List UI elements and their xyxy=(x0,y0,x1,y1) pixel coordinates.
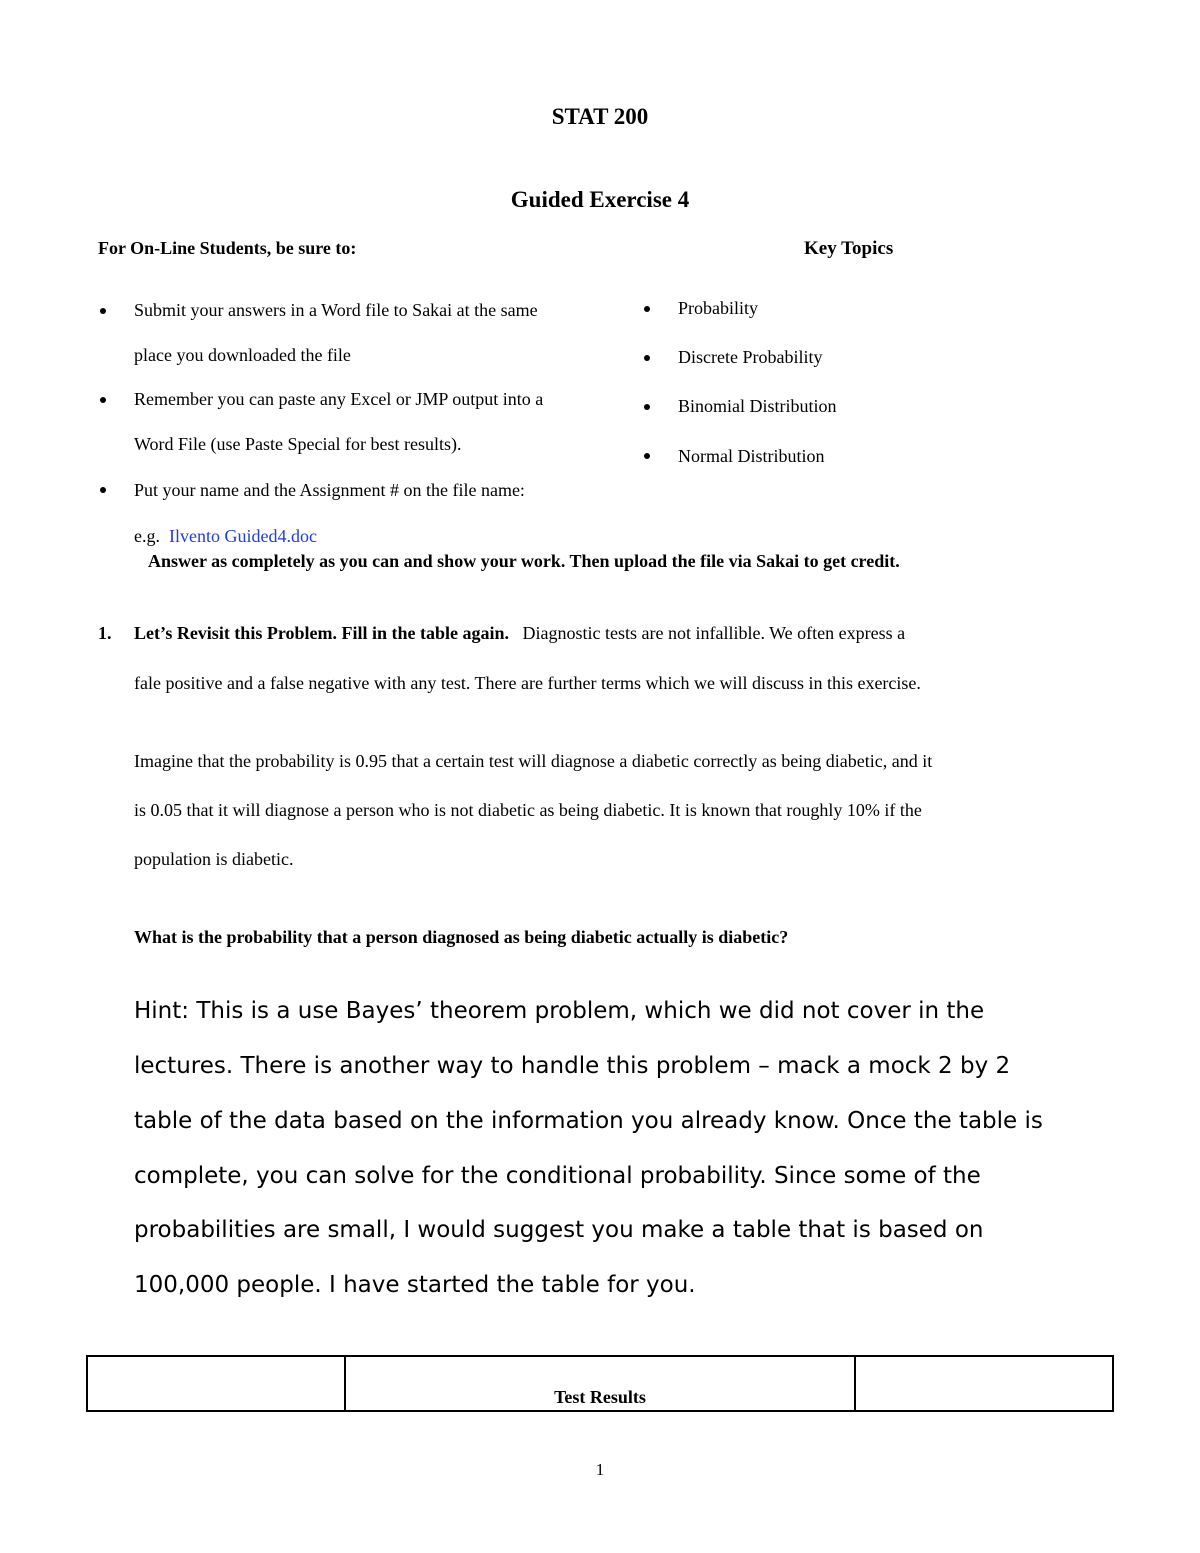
topic-item: Probability xyxy=(678,298,758,318)
online-bullet-1-line1: Submit your answers in a Word file to Sakai at the same xyxy=(134,300,538,320)
example-prefix: e.g. xyxy=(134,526,160,546)
bullet-dot-icon xyxy=(100,487,106,493)
question1-paragraph2-line1: Imagine that the probability is 0.95 that a certain test will diagnose a diabetic correctly as being diabetic, and it xyxy=(134,751,933,771)
topic-item: Normal Distribution xyxy=(678,446,825,466)
online-heading: For On-Line Students, be sure to: xyxy=(98,238,357,258)
page-number: 1 xyxy=(595,1460,605,1479)
table-row xyxy=(87,1356,1113,1411)
question1-paragraph2-line2: is 0.05 that it will diagnose a person who is not diabetic as being diabetic. It is known that roughly 10% if the xyxy=(134,800,922,820)
question1-paragraph1-line1 xyxy=(134,623,905,644)
instruction-text: Answer as completely as you can and show your work. Then upload the file via Sakai to get credit. xyxy=(148,551,900,571)
topic-item: Discrete Probability xyxy=(678,347,823,367)
bullet-dot-icon xyxy=(644,306,650,312)
course-title: STAT 200 xyxy=(551,104,649,129)
table-cell-empty xyxy=(87,1356,345,1411)
question1-paragraph1-line2: fale positive and a false negative with any test. There are further terms which we will discuss in this exercise. xyxy=(134,673,921,693)
question-number: 1. xyxy=(98,623,112,643)
question1-lead: Let’s Revisit this Problem. Fill in the table again. xyxy=(134,623,509,643)
bullet-dot-icon xyxy=(100,308,106,314)
hint-line: complete, you can solve for the conditional probability. Since some of the xyxy=(134,1163,981,1189)
table-cell-empty xyxy=(855,1356,1113,1411)
bullet-dot-icon xyxy=(644,453,650,459)
topic-item: Binomial Distribution xyxy=(678,396,837,416)
example-filename-link[interactable]: Ilvento Guided4.doc xyxy=(169,526,317,546)
online-bullet-2-line2: Word File (use Paste Special for best results). xyxy=(134,434,462,454)
question1-paragraph2-line3: population is diabetic. xyxy=(134,849,294,869)
question1-prompt: What is the probability that a person diagnosed as being diabetic actually is diabetic? xyxy=(134,927,789,947)
hint-line: lectures. There is another way to handle this problem – mack a mock 2 by 2 xyxy=(134,1053,1011,1079)
online-bullet-3-line2 xyxy=(134,526,317,547)
table-header-test-results: Test Results xyxy=(345,1356,856,1411)
bullet-dot-icon xyxy=(100,397,106,403)
question1-intro: Diagnostic tests are not infallible. We often express a xyxy=(522,623,906,643)
bullet-dot-icon xyxy=(644,404,650,410)
online-bullet-3-line1: Put your name and the Assignment # on the file name: xyxy=(134,480,525,500)
exercise-title: Guided Exercise 4 xyxy=(510,187,690,212)
key-topics-heading: Key Topics xyxy=(804,238,894,259)
diagnosis-table xyxy=(86,1355,1114,1412)
hint-line: Hint: This is a use Bayes’ theorem problem, which we did not cover in the xyxy=(134,998,985,1024)
online-bullet-1-line2: place you downloaded the file xyxy=(134,345,351,365)
bullet-dot-icon xyxy=(644,355,650,361)
hint-line: probabilities are small, I would suggest you make a table that is based on xyxy=(134,1217,984,1243)
hint-line: 100,000 people. I have started the table for you. xyxy=(134,1272,696,1298)
hint-line: table of the data based on the information you already know. Once the table is xyxy=(134,1108,1043,1134)
online-bullet-2-line1: Remember you can paste any Excel or JMP output into a xyxy=(134,389,544,409)
